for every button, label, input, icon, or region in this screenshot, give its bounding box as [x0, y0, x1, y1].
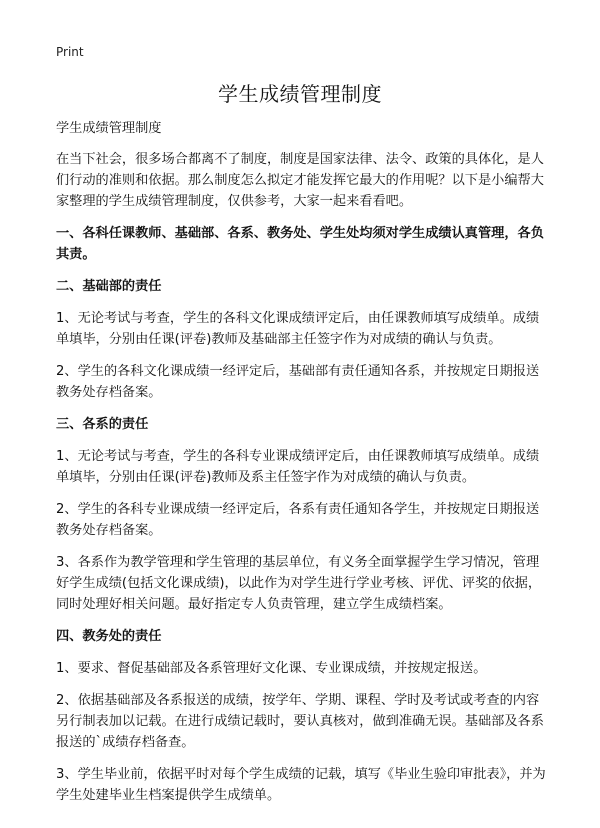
section-3-heading: 三、各系的责任	[56, 417, 149, 432]
document-title: 学生成绩管理制度	[218, 82, 382, 106]
section-3-item: 1、无论考试与考查，学生的各科专业课成绩评定后，由任课教师填写成绩单。成绩单填毕，分别由任课(评卷)教师及系主任签字作为对成绩的确认与负责。	[56, 449, 540, 485]
section-2-item: 1、无论考试与考查，学生的各科文化课成绩评定后，由任课教师填写成绩单。成绩单填毕，分别由任课(评卷)教师及基础部主任签字作为对成绩的确认与负责。	[56, 311, 540, 347]
section-4-item: 3、学生毕业前，依据平时对每个学生成绩的记载，填写《毕业生验印审批表》，并为学生处建毕业生档案提供学生成绩单。	[56, 767, 546, 803]
document-subtitle: 学生成绩管理制度	[56, 121, 162, 136]
section-3-item: 3、各系作为教学管理和学生管理的基层单位，有义务全面掌握学生学习情况，管理好学生成绩(包括文化课成绩)，以此作为对学生进行学业考核、评优、评奖的依据，同时处理好相关问题。最好指定专人负责管理，建立学生成绩档案。	[56, 555, 542, 612]
print-link[interactable]: Print	[56, 45, 84, 59]
section-4-item: 1、要求、督促基础部及各系管理好文化课、专业课成绩，并按规定报送。	[56, 661, 487, 676]
section-3-item: 2、学生的各科专业课成绩一经评定后，各系有责任通知各学生，并按规定日期报送教务处存档备案。	[56, 502, 540, 538]
intro-paragraph: 在当下社会，很多场合都离不了制度，制度是国家法律、法令、政策的具体化，是人们行动的准则和依据。那么制度怎么拟定才能发挥它最大的作用呢？以下是小编帮大家整理的学生成绩管理制度，仅供参考，大家一起来看看吧。	[56, 152, 544, 209]
section-4-heading: 四、教务处的责任	[56, 629, 162, 644]
document-body	[56, 118, 552, 817]
section-1-heading: 一、各科任课教师、基础部、各系、教务处、学生处均须对学生成绩认真管理，各负其责。	[56, 226, 544, 262]
section-4-item: 2、依据基础部及各系报送的成绩，按学年、学期、课程、学时及考试或考查的内容另行制表加以记载。在进行成绩记载时，要认真核对，做到准确无误。基础部及各系报送的`成绩存档备查。	[56, 693, 544, 750]
section-2-heading: 二、基础部的责任	[56, 279, 162, 294]
section-2-item: 2、学生的各科文化课成绩一经评定后，基础部有责任通知各系，并按规定日期报送教务处存档备案。	[56, 364, 540, 400]
